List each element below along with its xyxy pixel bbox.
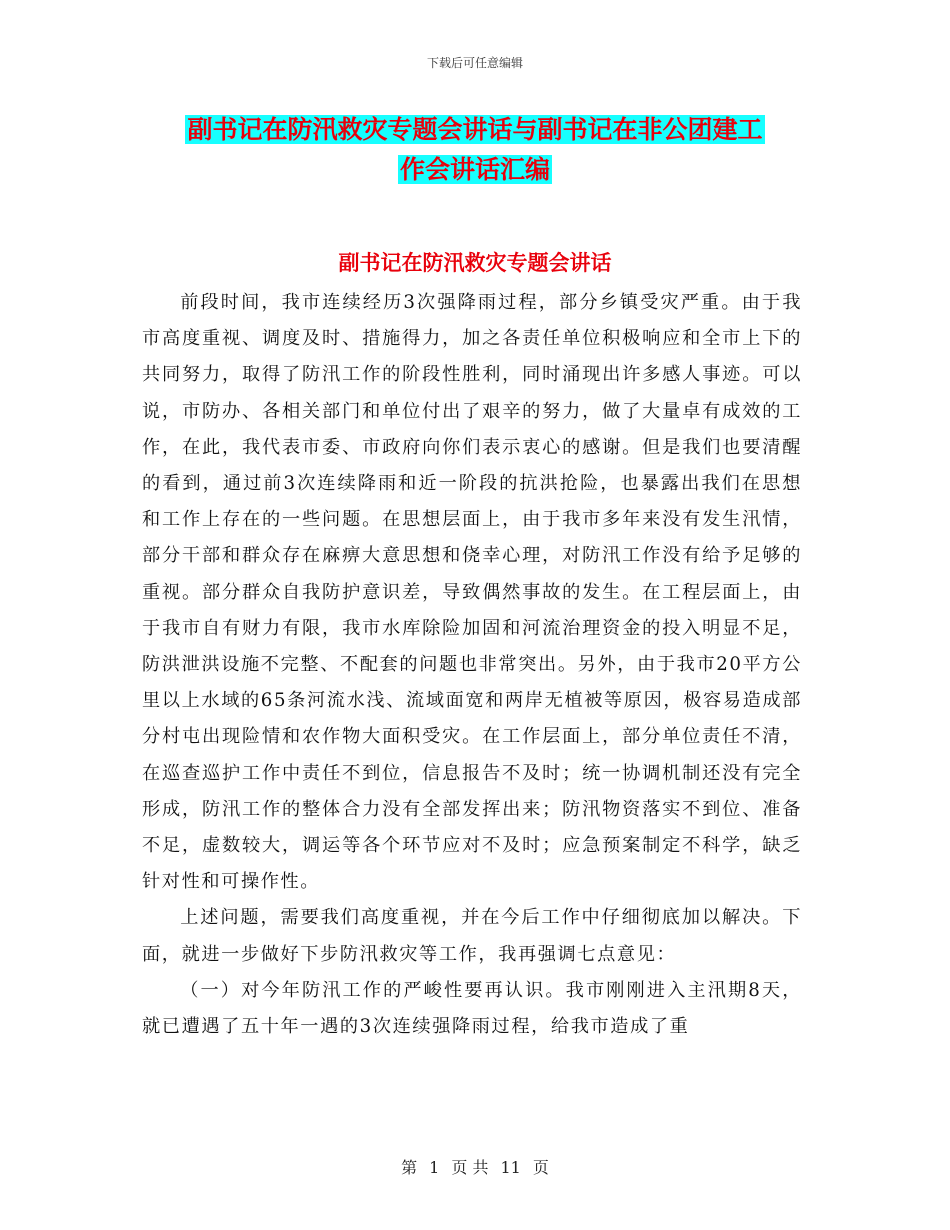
document-title xyxy=(140,110,810,190)
footer-prefix: 第 xyxy=(401,1158,418,1177)
title-line-2: 作会讲话汇编 xyxy=(399,155,550,184)
title-line-1: 副书记在防汛救灾专题会讲话与副书记在非公团建工 xyxy=(187,115,763,144)
footer-page-number: 1 xyxy=(429,1158,440,1177)
paragraph: 上述问题，需要我们高度重视，并在今后工作中仔细彻底加以解决。下面，就进一步做好下步防汛救灾等工作，我再强调七点意见： xyxy=(142,907,802,965)
section-title: 副书记在防汛救灾专题会讲话 xyxy=(338,251,612,275)
paragraph: 前段时间，我市连续经历3次强降雨过程，部分乡镇受灾严重。由于我市高度重视、调度及时、措施得力，加之各责任单位积极响应和全市上下的共同努力，取得了防汛工作的阶段性胜利，同时涌现出许多感人事迹。可以说，市防办、各相关部门和单位付出了艰辛的努力，做了大量卓有成效的工作，在此，我代表市委、市政府向你们表示衷心的感谢。但是我们也要清醒的看到，通过前3次连续降雨和近一阶段的抗洪抢险，也暴露出我们在思想和工作上存在的一些问题。在思想层面上，由于我市多年来没有发生汛情，部分干部和群众存在麻痹大意思想和侥幸心理，对防汛工作没有给予足够的重视。部分群众自我防护意识差，导致偶然事故的发生。在工程层面上，由于我市自有财力有限，我市水库除险加固和河流治理资金的投入明显不足，防洪泄洪设施不完整、不配套的问题也非常突出。另外，由于我市20平方公里以上水域的65条河流水浅、流域面宽和两岸无植被等原因，极容易造成部分村屯出现险情和农作物大面积受灾。在工作层面上，部分单位责任不清，在巡查巡护工作中责任不到位，信息报告不及时；统一协调机制还没有完全形成，防汛工作的整体合力没有全部发挥出来；防汛物资落实不到位、准备不足，虚数较大，调运等各个环节应对不及时；应急预案制定不科学，缺乏针对性和可操作性。 xyxy=(142,292,802,893)
paragraph: （一）对今年防汛工作的严峻性要再认识。我市刚刚进入主汛期8天，就已遭遇了五十年一遇的3次连续强降雨过程，给我市造成了重 xyxy=(142,979,802,1038)
page-footer xyxy=(0,1155,950,1178)
footer-suffix: 页 xyxy=(532,1158,549,1177)
body-text xyxy=(142,285,802,1045)
footer-middle: 页 共 xyxy=(451,1158,489,1177)
header-note: 下载后可任意编辑 xyxy=(426,56,523,70)
footer-total-pages: 11 xyxy=(500,1158,521,1177)
